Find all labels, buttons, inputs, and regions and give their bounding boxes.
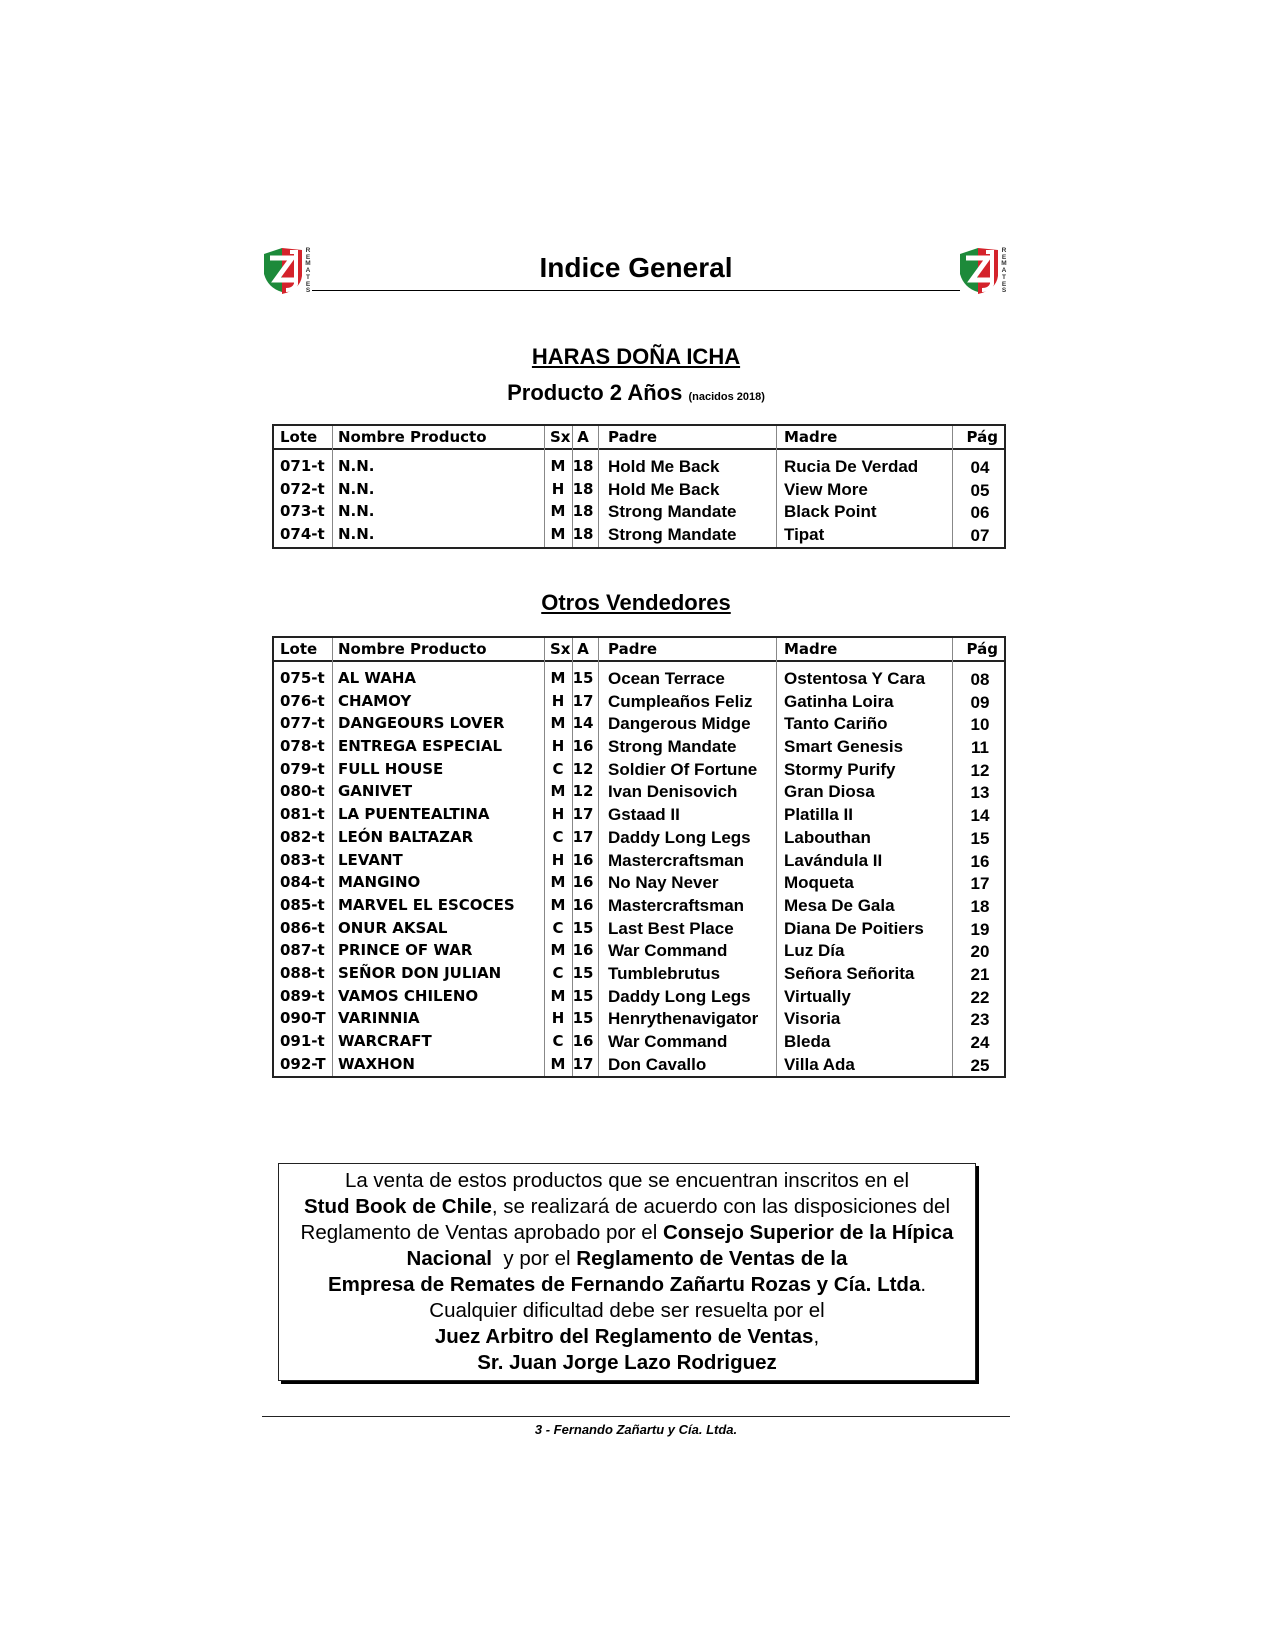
cell-lote: 076-t	[280, 691, 325, 710]
cell-a: 15	[572, 669, 594, 687]
col-nombre: Nombre Producto	[338, 640, 487, 658]
cell-sx: M	[550, 525, 566, 544]
cell-a: 16	[572, 1032, 594, 1050]
table-row	[274, 870, 1004, 893]
cell-madre: Ostentosa Y Cara	[784, 669, 926, 688]
cell-nombre: N.N.	[338, 502, 375, 521]
cell-pag: 24	[970, 1033, 990, 1052]
cell-a: 15	[572, 1009, 594, 1028]
page-footer: 3 - Fernando Zañartu y Cía. Ltda.	[534, 1422, 738, 1437]
cell-lote: 074-t	[280, 525, 325, 544]
cell-a: 17	[572, 691, 594, 710]
cell-sx: M	[550, 782, 566, 801]
col-padre: Padre	[608, 640, 658, 658]
cell-madre: Virtually	[784, 986, 851, 1006]
cell-sx: H	[551, 737, 565, 756]
table-row	[274, 961, 1004, 984]
cell-nombre: N.N.	[338, 479, 375, 498]
cell-sx: C	[552, 827, 564, 846]
cell-madre: View More	[784, 479, 868, 499]
cell-padre: Strong Mandate	[608, 737, 737, 757]
cell-pag: 09	[970, 692, 990, 712]
cell-pag: 11	[971, 738, 989, 758]
cell-a: 12	[572, 782, 594, 801]
cell-lote: 090-T	[280, 1009, 326, 1028]
notice-line	[279, 1246, 975, 1272]
cell-sx: C	[552, 963, 564, 982]
cell-sx: H	[551, 479, 565, 498]
cell-nombre: LA PUENTEALTINA	[338, 805, 490, 824]
subtitle-text: Producto 2 Años	[507, 380, 683, 405]
cell-lote: 088-t	[280, 963, 325, 982]
cell-madre: Platilla II	[784, 805, 853, 825]
cell-padre: Hold Me Back	[608, 479, 720, 499]
cell-sx: M	[550, 502, 566, 521]
cell-lote: 081-t	[280, 805, 325, 824]
cell-pag: 14	[970, 806, 990, 826]
column-divider	[598, 426, 599, 547]
cell-pag: 10	[970, 715, 990, 735]
cell-a: 16	[572, 850, 594, 869]
col-sx: Sx	[550, 640, 571, 658]
column-divider	[776, 638, 777, 1076]
column-divider	[952, 638, 953, 1076]
cell-sx: M	[550, 714, 566, 733]
cell-madre: Luz Día	[784, 941, 845, 961]
cell-a: 16	[572, 895, 594, 914]
column-divider	[332, 426, 333, 547]
cell-nombre: CHAMOY	[338, 691, 412, 710]
section-title-otros: Otros Vendedores	[541, 590, 731, 615]
cell-a: 14	[572, 714, 594, 733]
table-row	[274, 802, 1004, 825]
cell-lote: 071-t	[280, 457, 325, 475]
cell-padre: Tumblebrutus	[608, 963, 721, 983]
cell-lote: 087-t	[280, 941, 325, 960]
logo-remates-text: R E M A T E S	[1001, 247, 1007, 295]
subtitle-note: (nacidos 2018)	[688, 391, 765, 403]
table-body	[274, 662, 1004, 1076]
header-rule	[312, 290, 960, 291]
cell-sx: M	[550, 941, 566, 960]
col-lote: Lote	[280, 428, 318, 446]
table-body	[274, 450, 1004, 547]
cell-a: 15	[572, 918, 594, 937]
table-row	[274, 1052, 1004, 1075]
cell-lote: 072-t	[280, 479, 325, 498]
notice-line	[279, 1168, 975, 1194]
col-padre: Padre	[608, 428, 658, 446]
table-row	[274, 454, 1004, 477]
cell-sx: M	[550, 895, 566, 914]
cell-lote: 092-T	[280, 1054, 326, 1073]
column-divider	[572, 638, 573, 1076]
col-a: A	[577, 640, 589, 658]
cell-a: 15	[572, 986, 594, 1005]
cell-pag: 23	[970, 1010, 990, 1030]
table-row	[274, 848, 1004, 871]
notice-bold: Reglamento de Ventas de la	[576, 1247, 848, 1270]
cell-madre: Tipat	[784, 525, 825, 545]
cell-lote: 089-t	[280, 986, 325, 1005]
notice-text: Cualquier dificultad debe ser resuelta por el	[429, 1299, 825, 1322]
cell-sx: M	[550, 669, 566, 687]
cell-a: 12	[572, 759, 594, 778]
cell-padre: Ocean Terrace	[608, 669, 725, 688]
table-row	[274, 522, 1004, 545]
cell-a: 15	[572, 963, 594, 982]
notice-line	[279, 1350, 975, 1376]
cell-pag: 22	[970, 987, 990, 1007]
col-lote: Lote	[280, 640, 318, 658]
cell-lote: 086-t	[280, 918, 325, 937]
cell-madre: Rucia De Verdad	[784, 457, 919, 476]
cell-a: 16	[572, 941, 594, 960]
cell-padre: Daddy Long Legs	[608, 827, 751, 847]
cell-pag: 07	[970, 526, 990, 546]
cell-lote: 085-t	[280, 895, 325, 914]
cell-a: 17	[572, 805, 594, 824]
cell-sx: H	[551, 850, 565, 869]
cell-padre: Strong Mandate	[608, 525, 737, 545]
column-divider	[332, 638, 333, 1076]
cell-madre: Señora Señorita	[784, 963, 915, 983]
notice-text: y por el	[491, 1247, 577, 1270]
column-divider	[544, 426, 545, 547]
cell-nombre: SEÑOR DON JULIAN	[338, 963, 502, 982]
cell-nombre: FULL HOUSE	[338, 759, 444, 778]
cell-padre: War Command	[608, 1032, 728, 1051]
cell-a: 17	[572, 1054, 594, 1073]
sale-notice-box	[278, 1163, 976, 1381]
cell-padre: War Command	[608, 941, 728, 961]
cell-nombre: ONUR AKSAL	[338, 918, 448, 937]
table-row	[274, 477, 1004, 500]
table-row	[274, 916, 1004, 939]
cell-lote: 091-t	[280, 1032, 325, 1050]
cell-nombre: DANGEOURS LOVER	[338, 714, 505, 733]
cell-nombre: GANIVET	[338, 782, 413, 801]
notice-bold: Empresa de Remates de Fernando Zañartu Rozas y Cía. Ltda	[327, 1273, 921, 1296]
column-divider	[776, 426, 777, 547]
notice-bold: Consejo Superior de la Hípica	[662, 1221, 954, 1244]
notice-text: .	[920, 1273, 927, 1296]
cell-a: 18	[572, 525, 594, 544]
cell-pag: 13	[970, 783, 990, 803]
cell-madre: Lavándula II	[784, 850, 883, 870]
cell-a: 17	[572, 827, 594, 846]
cell-nombre: MARVEL EL ESCOCES	[338, 895, 515, 914]
notice-line	[279, 1220, 975, 1246]
cell-lote: 083-t	[280, 850, 325, 869]
cell-sx: M	[550, 1054, 566, 1073]
cell-pag: 18	[970, 896, 990, 916]
cell-pag: 06	[970, 503, 990, 523]
table-row	[274, 757, 1004, 780]
cell-padre: Last Best Place	[608, 918, 734, 938]
cell-padre: Mastercraftsman	[608, 895, 745, 915]
logo-remates-text: R E M A T E S	[305, 247, 311, 295]
cell-lote: 084-t	[280, 873, 325, 892]
cell-padre: No Nay Never	[608, 873, 719, 893]
cell-madre: Smart Genesis	[784, 737, 904, 757]
cell-nombre: N.N.	[338, 525, 375, 544]
cell-padre: Dangerous Midge	[608, 714, 751, 734]
cell-madre: Villa Ada	[784, 1054, 855, 1074]
cell-padre: Don Cavallo	[608, 1054, 707, 1074]
notice-bold: Sr. Juan Jorge Lazo Rodriguez	[477, 1351, 777, 1374]
cell-padre: Cumpleaños Feliz	[608, 691, 753, 711]
cell-sx: M	[550, 457, 566, 475]
cell-sx: M	[550, 873, 566, 892]
notice-text: La venta de estos productos que se encuentran inscritos en el	[344, 1169, 910, 1192]
cell-a: 18	[572, 457, 594, 475]
cell-madre: Stormy Purify	[784, 759, 896, 779]
table-row	[274, 499, 1004, 522]
cell-nombre: AL WAHA	[338, 669, 417, 687]
table-row	[274, 893, 1004, 916]
cell-padre: Henrythenavigator	[608, 1009, 759, 1029]
cell-pag: 19	[970, 919, 990, 939]
cell-lote: 079-t	[280, 759, 325, 778]
cell-nombre: VAMOS CHILENO	[338, 986, 479, 1005]
notice-bold: Stud Book de Chile	[303, 1195, 492, 1218]
cell-a: 18	[572, 479, 594, 498]
cell-pag: 05	[970, 480, 990, 500]
col-pag: Pág	[966, 428, 998, 446]
cell-sx: H	[551, 691, 565, 710]
cell-sx: H	[551, 805, 565, 824]
table-row	[274, 1029, 1004, 1052]
cell-sx: C	[552, 759, 564, 778]
notice-bold: Juez Arbitro del Reglamento de Ventas	[434, 1325, 814, 1348]
cell-pag: 04	[970, 458, 990, 477]
cell-padre: Soldier Of Fortune	[608, 759, 758, 779]
col-sx: Sx	[550, 428, 571, 446]
notice-line	[279, 1272, 975, 1298]
cell-padre: Strong Mandate	[608, 502, 737, 522]
cell-madre: Mesa De Gala	[784, 895, 895, 915]
cell-padre: Daddy Long Legs	[608, 986, 751, 1006]
col-madre: Madre	[784, 640, 838, 658]
table-header	[274, 638, 1004, 662]
cell-a: 16	[572, 737, 594, 756]
section-subtitle	[262, 380, 1010, 406]
table-row	[274, 734, 1004, 757]
table-row	[274, 938, 1004, 961]
cell-pag: 25	[970, 1055, 990, 1075]
cell-madre: Moqueta	[784, 873, 854, 893]
notice-line	[279, 1194, 975, 1220]
table-header	[274, 426, 1004, 450]
haras-table	[272, 424, 1006, 549]
cell-pag: 08	[970, 670, 990, 689]
cell-pag: 17	[970, 874, 990, 894]
cell-nombre: LEVANT	[338, 850, 403, 869]
cell-madre: Gran Diosa	[784, 782, 875, 802]
cell-lote: 080-t	[280, 782, 325, 801]
cell-sx: C	[552, 1032, 564, 1050]
column-divider	[544, 638, 545, 1076]
column-divider	[952, 426, 953, 547]
cell-lote: 075-t	[280, 669, 325, 687]
cell-padre: Mastercraftsman	[608, 850, 745, 870]
cell-sx: C	[552, 918, 564, 937]
column-divider	[572, 426, 573, 547]
col-madre: Madre	[784, 428, 838, 446]
zr-emblem-icon	[958, 246, 1002, 296]
cell-nombre: WARCRAFT	[338, 1032, 432, 1050]
cell-nombre: ENTREGA ESPECIAL	[338, 737, 503, 756]
page-header	[262, 246, 1010, 294]
cell-nombre: N.N.	[338, 457, 375, 475]
cell-pag: 20	[970, 942, 990, 962]
cell-madre: Tanto Cariño	[784, 714, 888, 734]
col-a: A	[577, 428, 589, 446]
cell-madre: Diana De Poitiers	[784, 918, 924, 938]
cell-nombre: WAXHON	[338, 1054, 415, 1073]
cell-nombre: PRINCE OF WAR	[338, 941, 473, 960]
cell-sx: H	[551, 1009, 565, 1028]
cell-lote: 073-t	[280, 502, 325, 521]
notice-line	[279, 1324, 975, 1350]
cell-madre: Gatinha Loira	[784, 691, 894, 711]
table-row	[274, 984, 1004, 1007]
cell-madre: Black Point	[784, 502, 877, 522]
cell-pag: 21	[970, 964, 990, 984]
cell-pag: 16	[970, 851, 990, 871]
cell-padre: Gstaad II	[608, 805, 680, 825]
notice-text: Reglamento de Ventas aprobado por el	[300, 1221, 663, 1244]
footer-rule	[262, 1416, 1010, 1417]
cell-a: 18	[572, 502, 594, 521]
table-row	[274, 666, 1004, 689]
col-nombre: Nombre Producto	[338, 428, 487, 446]
cell-sx: M	[550, 986, 566, 1005]
cell-lote: 082-t	[280, 827, 325, 846]
cell-nombre: MANGINO	[338, 873, 421, 892]
column-divider	[598, 638, 599, 1076]
cell-nombre: LEÓN BALTAZAR	[338, 827, 474, 846]
zr-remates-logo	[958, 246, 1010, 296]
cell-padre: Hold Me Back	[608, 457, 720, 476]
page-title: Indice General	[539, 252, 733, 283]
cell-madre: Labouthan	[784, 827, 871, 847]
table-row	[274, 1006, 1004, 1029]
table-row	[274, 689, 1004, 712]
section-title-haras: HARAS DOÑA ICHA	[531, 344, 741, 369]
table-row	[274, 825, 1004, 848]
cell-madre: Visoria	[784, 1009, 841, 1029]
notice-line	[279, 1298, 975, 1324]
col-pag: Pág	[966, 640, 998, 658]
cell-pag: 15	[970, 828, 990, 848]
notice-text: , se realizará de acuerdo con las disposiciones del	[491, 1195, 951, 1218]
cell-nombre: VARINNIA	[338, 1009, 420, 1028]
cell-a: 16	[572, 873, 594, 892]
cell-lote: 078-t	[280, 737, 325, 756]
table-row	[274, 711, 1004, 734]
cell-madre: Bleda	[784, 1032, 831, 1051]
notice-bold: Nacional	[406, 1247, 492, 1270]
table-row	[274, 779, 1004, 802]
notice-text: ,	[813, 1325, 820, 1348]
cell-pag: 12	[970, 760, 990, 780]
otros-table	[272, 636, 1006, 1078]
cell-lote: 077-t	[280, 714, 325, 733]
cell-padre: Ivan Denisovich	[608, 782, 738, 802]
